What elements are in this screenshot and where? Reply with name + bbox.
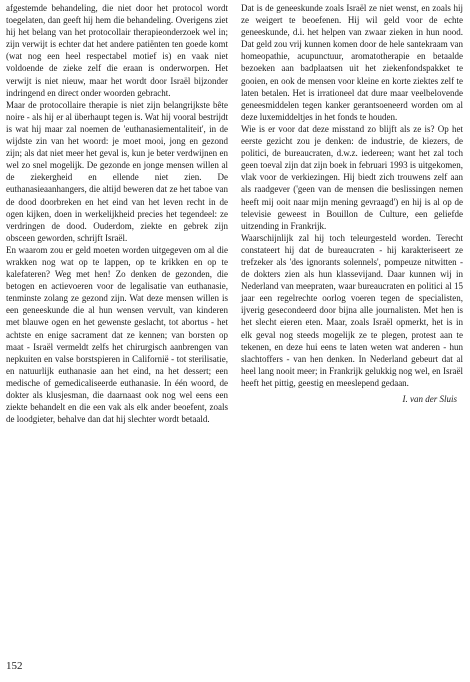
paragraph: afgestemde behandeling, die niet door het protocol wordt toegelaten, dan geeft hij hem die behandeling. Overigens ziet hij het belang van het protocollair therapieonderzoek wel in; zijn verwijt is echter dat het andere patiënten ten goede komt (wat nog een heel respectabel motief is) en vaak niet voldoende de zieke zelf die eraan is onderworpen. Het verwijt is niet nieuw, maar het wordt door Israël bijzonder indringend en direct onder woorden gebracht. [6, 3, 228, 98]
right-text-column [241, 2, 463, 405]
paragraph: Wie is er voor dat deze misstand zo blijft als ze is? Op het eerste gezicht zou je denken: de industrie, de kiezers, de politici, de bureaucraten, d.w.z. iedereen; want het zal toch geen toeval zijn dat zijn boek in februari 1993 is uitgekomen, vlak voor de verkiezingen. Hij biedt zich trouwens zelf aan als raadgever ('geen van de mensen die beslissingen nemen heeft mij ooit naar mijn mening gevraagd') en hij is al op de televisie geweest in Bouillon de Culture, een geliefde uitzending in Frankrijk. [241, 123, 463, 231]
paragraph: En waarom zou er geld moeten worden uitgegeven om al die wrakken nog wat op te lappen, op te krikken en op te kalefateren? Weg met hen! Zo denken de gezonden, die betogen en actievoeren voor de legalisatie van euthanasie, tenminste zolang ze gezond zijn. Wat deze mensen willen is een geneeskunde die al hun wensen vervult, van kinderen met blauwe ogen en het gewenste geslacht, tot abortus - het achtste en enige sacrament dat ze kennen; van borsten op maat - Israël vermeldt zelfs het chirurgisch aanbrengen van nepkuiten en valse borstspieren in Californië - tot sterilisatie, en natuurlijk euthanasie aan het eind, na het dessert; een medische of gemedicaliseerde euthanasie. In één woord, de dokter als klusjesman, die daarnaast ook nog wel eens een ziekte behandelt en die een vak als elk ander beoefent, zoals de loodgieter, behalve dan dat hij slechter wordt betaald. [6, 244, 228, 425]
author-signature: I. van der Sluis [402, 394, 457, 404]
paragraph: Waarschijnlijk zal hij toch teleurgesteld worden. Terecht constateert hij dat de bureaucraten - hij karakteriseert ze trefzeker als 'des ignorants solennels', pompeuze nitwitten - de dokters zien als hun klassevijand. Daar kunnen wij in Nederland van meepraten, waar bureaucraten en politici al 15 jaar een regelrechte oorlog voeren tegen de specialisten, ijverig gesecondeerd door bijna alle journalisten. Met hen is het slecht eieren eten. Maar, zoals Israël opmerkt, het is in elk geval nog steeds mogelijk ze te plegen, protest aan te tekenen, en deze hui eens te laten weten wat anderen - hun slachtoffers - van hen denken. In Nederland gebeurt dat al heel lang nooit meer; in Frankrijk gelukkig nog wel, en Israël heeft het pittig, geestig en meeslepend gedaan. [241, 232, 463, 388]
paragraph: Maar de protocollaire therapie is niet zijn belangrijkste bête noire - als hij er al überhaupt tegen is. Wat hij vooral bestrijdt is wat hij maar zal noemen de 'euthanasiementaliteit', in de wijdste zin van het woord: je moet mooi, jong en gezond zijn; als dat niet meer het geval is, kun je beter verdwijnen en wel zo snel mogelijk. De gezonde en jonge mensen willen al de ziekergheid en ellende niet zien. De euthanasieaanhangers, die altijd beweren dat ze het taboe van de dood doorbreken en het eind van het leven recht in de ogen kijken, doen in werkelijkheid precies het tegendeel: ze verdringen de dood. Ouderdom, ziekte en gebrek zijn obsceen geworden, schrijft Israël. [6, 99, 228, 243]
page-number: 152 [6, 660, 23, 672]
paragraph: Dat is de geneeskunde zoals Israël ze niet wenst, en zoals hij ze weigert te beoefenen. Hij wil geld voor de echte geneeskunde, d.i. het helpen van zwaar zieken in hun nood. Dat geld zou vrij kunnen komen door de hele santekraam van homeopathie, acupunctuur, aromatotherapie en betaalde bezoeken aan badplaatsen uit het ziekenfondspakket te gooien, en ook de mensen voor kleine en korte ziektes zelf te laten betalen. Het is irrationeel dat dure maar veelbelovende geneesmiddelen tegen kanker gerantsoeneerd worden om al deze luxemiddeltjes in het fonds te houden. [241, 3, 463, 122]
left-text-column [6, 2, 228, 425]
